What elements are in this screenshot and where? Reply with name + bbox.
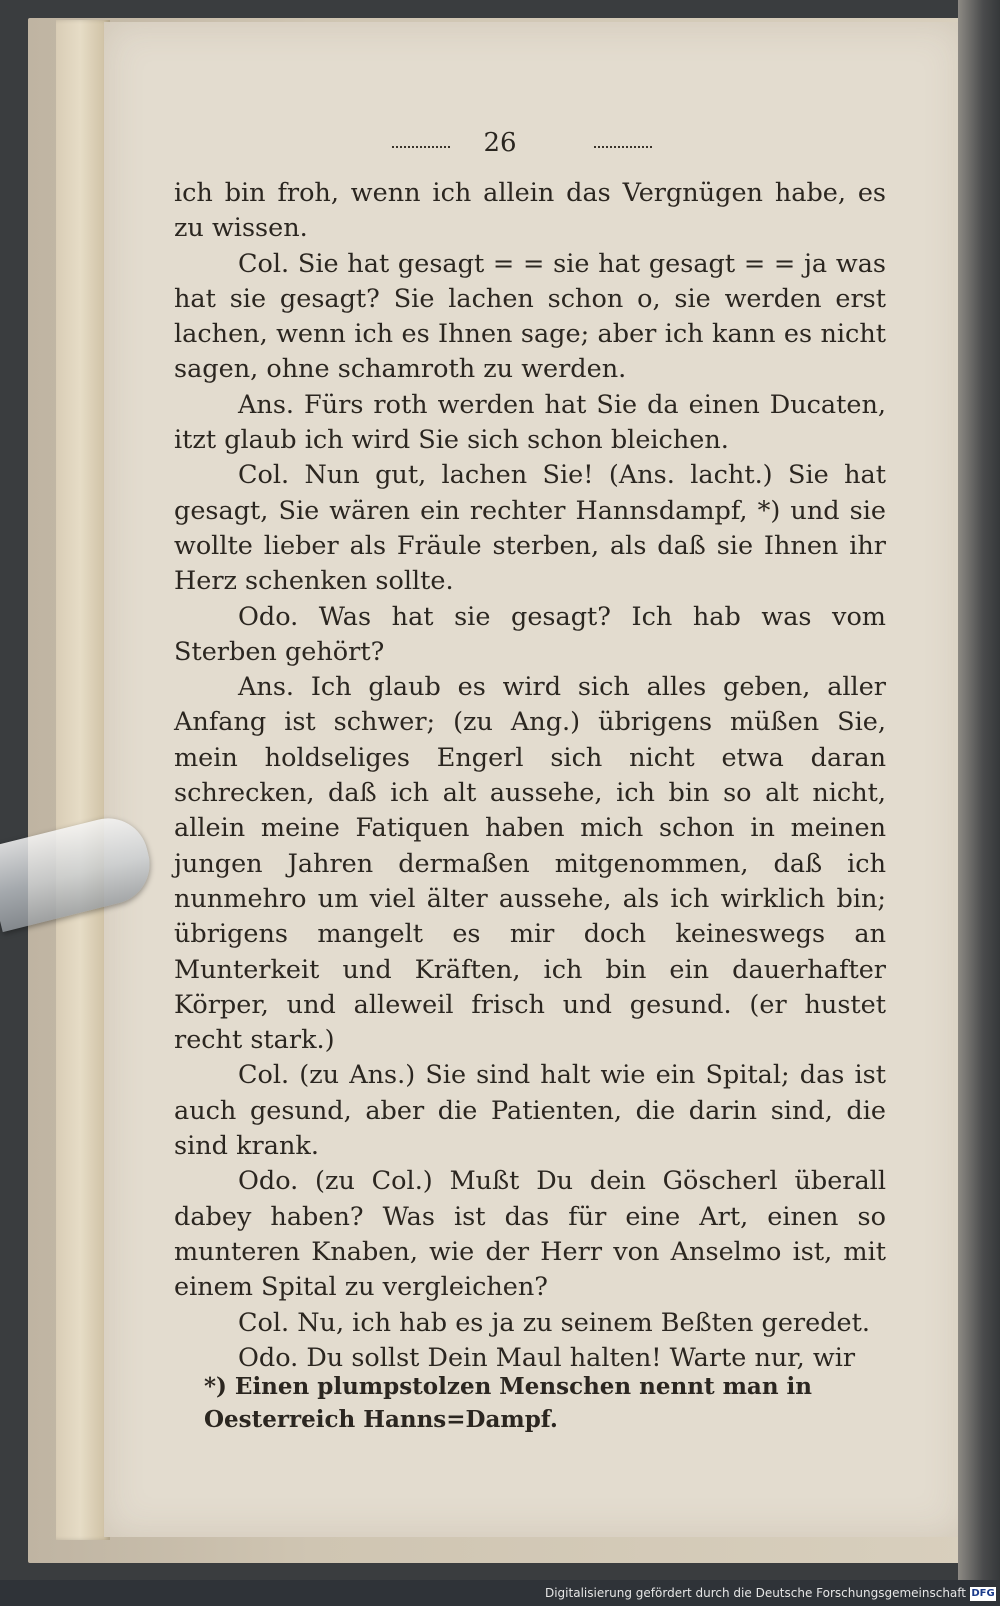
paragraph: Odo. Was hat sie gesagt? Ich hab was vom Sterben gehört?	[174, 601, 886, 667]
binding-shadow	[958, 0, 1000, 1580]
paragraph: Col. (zu Ans.) Sie sind halt wie ein Spital; das ist auch gesund, aber die Patienten, die darin sind, die sind krank.	[174, 1060, 886, 1162]
paragraph: Ans. Ich glaub es wird sich alles geben, aller Anfang ist schwer; (zu Ang.) übrigens müßen Sie, mein holdseliges Engerl sich nicht etwa daran schrecken, daß ich alt aussehe, ich bin so alt nicht, allein meine Fatiquen haben mich schon in meinen jungen Jahren dermaßen mitgenommen, daß ich nunmehro um viel älter aussehe, als ich wirklich bin; übrigens mangelt es mir doch keineswegs an Munterkeit und Kräften, ich bin ein dauerhafter Körper, und alleweil frisch und gesund. (er hustet recht stark.)	[174, 672, 886, 1056]
dfg-logo: DFG	[971, 1588, 995, 1599]
page-edges	[56, 20, 110, 1540]
paragraph: Odo. (zu Col.) Mußt Du dein Göscherl überall dabey haben? Was ist das für eine Art, einen so munteren Knaben, wie der Herr von Anselmo ist, mit einem Spital zu vergleichen?	[174, 1166, 886, 1303]
paragraph: Col. Nun gut, lachen Sie! (Ans. lacht.) Sie hat gesagt, Sie wären ein rechter Hannsdampf, *) und sie wollte lieber als Fräule sterben, als daß sie Ihnen ihr Herz schenken sollte.	[174, 460, 886, 597]
paragraph: ich bin froh, wenn ich allein das Vergnügen habe, es zu wissen.	[174, 178, 886, 244]
paragraph: Col. Nu, ich hab es ja zu seinem Beßten geredet.	[238, 1307, 870, 1338]
footnote: *) Einen plumpstolzen Menschen nennt man in Oesterreich Hanns=Dampf.	[204, 1373, 813, 1433]
paragraph: Ans. Fürs roth werden hat Sie da einen Ducaten, itzt glaub ich wird Sie sich schon bleichen.	[174, 389, 886, 456]
paragraph: Col. Sie hat gesagt = = sie hat gesagt = = ja was hat sie gesagt? Sie lachen schon o, sie werden erst lachen, wenn ich es Ihnen sage; aber ich kann es nicht sagen, ohne schamroth zu werden.	[174, 248, 886, 385]
page-number: 26	[483, 128, 517, 158]
digitization-credit: Digitalisierung gefördert durch die Deutsche Forschungsgemeinschaft	[544, 1586, 966, 1600]
header-ornament-right	[594, 146, 652, 154]
paragraph: Odo. Du sollst Dein Maul halten! Warte nur, wir	[238, 1342, 856, 1373]
body-text	[174, 176, 886, 1376]
